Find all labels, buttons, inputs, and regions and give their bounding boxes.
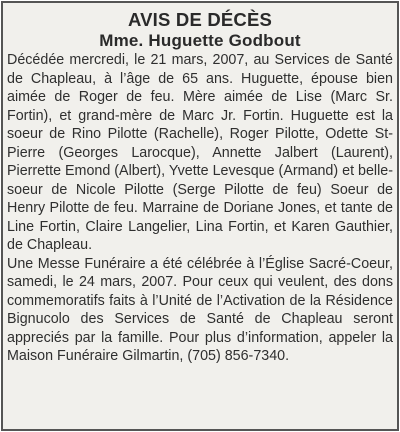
notice-body: [3, 51, 397, 366]
notice-heading: AVIS DE DÉCÈS: [127, 9, 273, 30]
obituary-notice: [1, 1, 399, 431]
notice-paragraph-funeral: Une Messe Funéraire a été célébrée à l’Église Sacré-Coeur, samedi, le 24 mars, 2007. Pour ceux qui veulent, des dons commemoratifs faits à l’Unité de l’Activation de la Résidence Bignucolo des Services de Santé de Chapleau seront appreciés par la famille. Pour plus d’information, appeler la Maison Funéraire Gilmartin, (705) 856-7340.: [7, 255, 393, 364]
notice-paragraph-biography: Décédée mercredi, le 21 mars, 2007, au Services de Santé de Chapleau, à l’âge de 65 ans. Huguette, épouse bien aimée de Roger de feu. Mère aimée de Lise (Marc Sr. Fortin), et grand-mère de Marc Jr. Fortin. Huguette est la soeur de Rino Pilotte (Rachelle), Roger Pilotte, Odette St-Pierre (Georges Larocque), Annette Jalbert (Laurent), Pierrette Emond (Albert), Yvette Levesque (Armand) et belle-soeur de Nicole Pilotte (Serge Pilotte de feu) Soeur de Henry Pilotte de feu. Marraine de Doriane Jones, et tante de Line Fortin, Claire Langelier, Lina Fortin, et Karen Gauthier, de Chapleau.: [7, 52, 393, 253]
deceased-name: Mme. Huguette Godbout: [99, 31, 301, 50]
